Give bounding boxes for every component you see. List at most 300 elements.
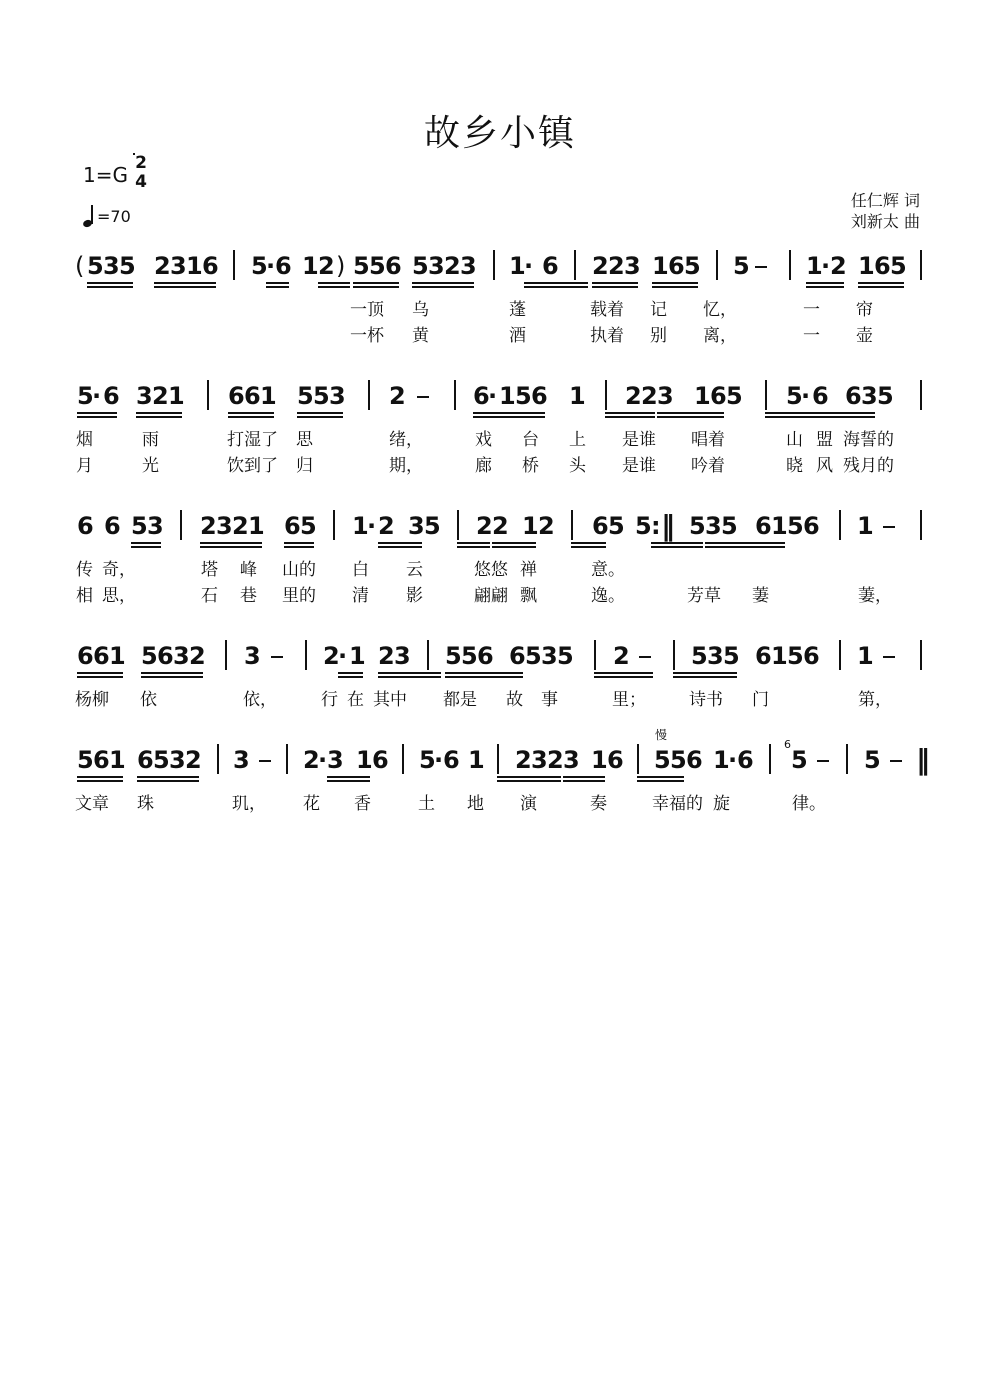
note: 6 bbox=[509, 642, 526, 670]
lyric-word: 芳草 bbox=[687, 586, 721, 606]
lyric-word: 珠 bbox=[137, 794, 154, 814]
lyric-word: 吟着 bbox=[691, 456, 725, 476]
lyric-word: 巷 bbox=[240, 586, 257, 606]
note: 3 bbox=[563, 746, 580, 774]
note: 1 bbox=[186, 252, 203, 280]
beam-line bbox=[705, 542, 785, 544]
note: ( bbox=[75, 252, 85, 280]
note: 1 bbox=[109, 746, 126, 774]
beam-line bbox=[266, 282, 289, 284]
beam-line bbox=[318, 286, 350, 288]
beam-line bbox=[673, 672, 737, 674]
sustain-dash bbox=[817, 760, 829, 762]
note: 6 bbox=[77, 642, 94, 670]
note: 5 bbox=[608, 512, 625, 540]
lyric-word: 执着 bbox=[590, 326, 624, 346]
beam-line bbox=[284, 546, 314, 548]
note: 3 bbox=[428, 252, 445, 280]
beam-line bbox=[657, 416, 724, 418]
sustain-dash bbox=[883, 526, 895, 528]
sustain-dash bbox=[259, 760, 271, 762]
note: ‖ bbox=[661, 509, 675, 542]
time-signature-bar bbox=[133, 153, 135, 155]
beam-line bbox=[378, 676, 441, 678]
note: 6 bbox=[244, 382, 261, 410]
beam-line bbox=[327, 780, 370, 782]
barline bbox=[217, 744, 219, 774]
lyric-word: 里； bbox=[612, 690, 646, 710]
lyric-word: 廊 bbox=[475, 456, 492, 476]
score-system bbox=[0, 252, 1000, 372]
beam-line bbox=[77, 416, 117, 418]
lyric-word: 旋 bbox=[713, 794, 730, 814]
beam-line bbox=[200, 542, 262, 544]
note: 6 bbox=[542, 252, 559, 280]
beam-line bbox=[228, 416, 274, 418]
lyric-word: 烟 bbox=[76, 430, 93, 450]
beam-line bbox=[812, 412, 875, 414]
lyric-word: 是谁 bbox=[622, 456, 656, 476]
composer-credit: 刘新太 曲 bbox=[850, 212, 920, 231]
note: 5 bbox=[313, 382, 330, 410]
barline bbox=[789, 250, 791, 280]
note: 3 bbox=[460, 252, 477, 280]
note: · bbox=[801, 382, 811, 410]
lyric-word: 晓 bbox=[786, 456, 803, 476]
beam-line bbox=[457, 542, 490, 544]
beam-line bbox=[637, 780, 684, 782]
note: 5 bbox=[153, 746, 170, 774]
lyric-word: 是谁 bbox=[622, 430, 656, 450]
beam-line bbox=[705, 546, 785, 548]
beam-line bbox=[858, 286, 904, 288]
barline bbox=[493, 250, 495, 280]
note: 5 bbox=[515, 382, 532, 410]
barline bbox=[457, 510, 459, 540]
lyric-word: 蓬 bbox=[509, 300, 526, 320]
lyric-word: 桥 bbox=[522, 456, 539, 476]
note: · bbox=[434, 746, 444, 774]
beam-line bbox=[338, 676, 363, 678]
barline bbox=[571, 510, 573, 540]
key-signature: 1=G bbox=[83, 163, 128, 187]
note: 2 bbox=[378, 642, 395, 670]
note: 3 bbox=[408, 512, 425, 540]
note: 5 bbox=[77, 746, 94, 774]
lyric-word: 盟 bbox=[816, 430, 833, 450]
beam-line bbox=[592, 282, 638, 284]
time-signature-bottom: 4 bbox=[135, 172, 147, 192]
beam-line bbox=[137, 776, 199, 778]
lyric-word: 绪， bbox=[389, 430, 423, 450]
beam-line bbox=[141, 672, 203, 674]
note: 6 bbox=[686, 746, 703, 774]
beam-line bbox=[571, 546, 606, 548]
sustain-dash bbox=[755, 266, 767, 268]
note: 5 bbox=[131, 512, 148, 540]
beam-line bbox=[605, 416, 655, 418]
barline bbox=[497, 744, 499, 774]
lyric-word: 意。 bbox=[591, 560, 625, 580]
note: 6 bbox=[668, 252, 685, 280]
lyricist-credit: 任仁辉 词 bbox=[850, 191, 920, 210]
note: 1 bbox=[468, 746, 485, 774]
note: 6 bbox=[592, 512, 609, 540]
note: 6 bbox=[284, 512, 301, 540]
barline bbox=[427, 640, 429, 670]
note: · bbox=[821, 252, 831, 280]
note: 6 bbox=[803, 512, 820, 540]
note: 5 bbox=[787, 642, 804, 670]
beam-line bbox=[154, 286, 216, 288]
time-signature bbox=[133, 154, 149, 192]
lyric-word: 逸。 bbox=[591, 586, 625, 606]
note: · bbox=[488, 382, 498, 410]
score-system bbox=[0, 728, 1000, 866]
lyric-word: 诗书 bbox=[689, 690, 723, 710]
note: 5 bbox=[733, 252, 750, 280]
note: 1 bbox=[349, 642, 366, 670]
beam-line bbox=[87, 282, 133, 284]
note: 2 bbox=[538, 512, 555, 540]
beam-line bbox=[200, 546, 262, 548]
note: 3 bbox=[541, 642, 558, 670]
note: 1 bbox=[248, 512, 265, 540]
lyric-word: 唱着 bbox=[691, 430, 725, 450]
beam-line bbox=[563, 780, 605, 782]
note: 1 bbox=[109, 642, 126, 670]
beam-line bbox=[473, 412, 545, 414]
beam-line bbox=[77, 412, 117, 414]
note: 3 bbox=[169, 746, 186, 774]
note: 6 bbox=[755, 642, 772, 670]
beam-line bbox=[228, 412, 274, 414]
note: 1 bbox=[260, 382, 277, 410]
beam-line bbox=[141, 676, 203, 678]
sustain-dash bbox=[417, 396, 429, 398]
lyric-word: 律。 bbox=[792, 794, 826, 814]
lyric-word: 依， bbox=[243, 690, 277, 710]
note: 6 bbox=[803, 642, 820, 670]
note: 1 bbox=[356, 746, 373, 774]
beam-line bbox=[412, 286, 474, 288]
note: 2 bbox=[492, 512, 509, 540]
note: 6 bbox=[874, 252, 891, 280]
note: 6 bbox=[385, 252, 402, 280]
lyric-word: 头 bbox=[569, 456, 586, 476]
beam-line bbox=[327, 776, 370, 778]
beam-line bbox=[652, 286, 698, 288]
barline bbox=[839, 510, 841, 540]
beam-line bbox=[492, 546, 536, 548]
barline bbox=[920, 250, 922, 280]
lyric-word: 月 bbox=[76, 456, 93, 476]
lyric-word: 戏 bbox=[475, 430, 492, 450]
note: 5 bbox=[721, 512, 738, 540]
lyric-word: 忆， bbox=[703, 300, 737, 320]
note: 6 bbox=[372, 746, 389, 774]
note: 2 bbox=[232, 512, 249, 540]
beam-line bbox=[445, 672, 523, 674]
note: 1 bbox=[522, 512, 539, 540]
note: 1 bbox=[509, 252, 526, 280]
note: 6 bbox=[202, 252, 219, 280]
lyric-word: 幸福的 bbox=[652, 794, 703, 814]
note: 5 bbox=[689, 512, 706, 540]
note: 5 bbox=[791, 746, 808, 774]
beam-line bbox=[571, 542, 606, 544]
lyric-word: 清 bbox=[352, 586, 369, 606]
barline bbox=[839, 640, 841, 670]
note: 5 bbox=[461, 642, 478, 670]
note: 1 bbox=[806, 252, 823, 280]
lyric-word: 乌 bbox=[412, 300, 429, 320]
beam-line bbox=[592, 286, 638, 288]
note: 1 bbox=[857, 512, 874, 540]
note: · bbox=[92, 382, 102, 410]
note: 5 bbox=[877, 382, 894, 410]
barline bbox=[574, 250, 576, 280]
barline bbox=[637, 744, 639, 774]
beam-line bbox=[284, 542, 314, 544]
score-system bbox=[0, 382, 1000, 502]
lyric-word: 禅 bbox=[520, 560, 537, 580]
note: 2 bbox=[592, 252, 609, 280]
beam-line bbox=[457, 546, 490, 548]
lyric-word: 悠悠 bbox=[474, 560, 508, 580]
lyric-word: 奇， bbox=[102, 560, 136, 580]
note: 5 bbox=[787, 512, 804, 540]
note: 6 bbox=[157, 642, 174, 670]
note: 3 bbox=[327, 746, 344, 774]
note: 2 bbox=[378, 512, 395, 540]
note: 5 bbox=[670, 746, 687, 774]
note: · bbox=[318, 746, 328, 774]
lyric-word: 在 bbox=[347, 690, 364, 710]
lyric-word: 故 bbox=[506, 690, 523, 710]
note: 5 bbox=[786, 382, 803, 410]
lyric-word: 思， bbox=[102, 586, 136, 606]
note: 6 bbox=[473, 382, 490, 410]
lyric-word: 一杯 bbox=[350, 326, 384, 346]
lyric-word: 期， bbox=[389, 456, 423, 476]
beam-line bbox=[87, 286, 133, 288]
beam-line bbox=[812, 416, 875, 418]
beam-line bbox=[605, 412, 655, 414]
note: 5 bbox=[557, 642, 574, 670]
note: 6 bbox=[228, 382, 245, 410]
barline bbox=[716, 250, 718, 280]
note: 5 bbox=[445, 642, 462, 670]
beam-line bbox=[77, 780, 123, 782]
note: 3 bbox=[329, 382, 346, 410]
barline bbox=[765, 380, 767, 410]
grace-note: 6 bbox=[784, 738, 791, 751]
beam-line bbox=[378, 672, 441, 674]
note: 5 bbox=[723, 642, 740, 670]
beam-line bbox=[297, 416, 343, 418]
note: 3 bbox=[103, 252, 120, 280]
slow-marking: 慢 bbox=[655, 728, 668, 742]
note: 6 bbox=[104, 512, 121, 540]
sustain-dash bbox=[639, 656, 651, 658]
score-system bbox=[0, 509, 1000, 632]
lyric-word: 台 bbox=[522, 430, 539, 450]
note: 2 bbox=[641, 382, 658, 410]
lyric-word: 土 bbox=[418, 794, 435, 814]
lyric-word: 萋， bbox=[858, 586, 892, 606]
lyric-word: 酒 bbox=[509, 326, 526, 346]
note: 1 bbox=[713, 746, 730, 774]
note: 1 bbox=[694, 382, 711, 410]
barline bbox=[920, 380, 922, 410]
beam-line bbox=[77, 676, 123, 678]
barline bbox=[368, 380, 370, 410]
lyric-word: 依 bbox=[140, 690, 157, 710]
lyric-word: 山的 bbox=[282, 560, 316, 580]
lyric-word: 一 bbox=[803, 300, 820, 320]
note: 2 bbox=[154, 252, 171, 280]
note: 3 bbox=[861, 382, 878, 410]
lyric-word: 白 bbox=[352, 560, 369, 580]
beam-line bbox=[637, 776, 684, 778]
beam-line bbox=[266, 286, 289, 288]
note: ) bbox=[336, 252, 346, 280]
lyric-word: 萋 bbox=[752, 586, 769, 606]
beam-line bbox=[131, 546, 161, 548]
note: 3 bbox=[170, 252, 187, 280]
beam-line bbox=[445, 676, 523, 678]
note: 5 bbox=[412, 252, 429, 280]
note: · bbox=[266, 252, 276, 280]
lyric-word: 第， bbox=[858, 690, 892, 710]
beam-line bbox=[524, 282, 588, 284]
beam-line bbox=[353, 286, 399, 288]
note: · bbox=[338, 642, 348, 670]
lyric-word: 光 bbox=[142, 456, 159, 476]
beam-line bbox=[594, 672, 653, 674]
lyric-word: 翩翩 bbox=[474, 586, 508, 606]
note: 2 bbox=[625, 382, 642, 410]
note: 5 bbox=[300, 512, 317, 540]
lyric-word: 杨柳 bbox=[75, 690, 109, 710]
note: 6 bbox=[710, 382, 727, 410]
lyric-word: 山 bbox=[786, 430, 803, 450]
lyric-word: 文章 bbox=[75, 794, 109, 814]
note: 5 bbox=[635, 512, 652, 540]
beam-line bbox=[806, 286, 844, 288]
beam-line bbox=[137, 780, 199, 782]
lyric-word: 峰 bbox=[240, 560, 257, 580]
beam-line bbox=[497, 780, 561, 782]
lyric-word: 玑， bbox=[232, 794, 266, 814]
lyric-word: 黄 bbox=[412, 326, 429, 346]
note: 2 bbox=[389, 382, 406, 410]
note: · bbox=[728, 746, 738, 774]
note: 5 bbox=[297, 382, 314, 410]
beam-line bbox=[378, 542, 422, 544]
note: 1 bbox=[652, 252, 669, 280]
note: 6 bbox=[93, 746, 110, 774]
beam-line bbox=[318, 282, 350, 284]
note: 1 bbox=[352, 512, 369, 540]
barline bbox=[594, 640, 596, 670]
barline bbox=[180, 510, 182, 540]
barline bbox=[233, 250, 235, 280]
lyric-word: 事 bbox=[541, 690, 558, 710]
note: 1 bbox=[858, 252, 875, 280]
note: ‖ bbox=[916, 743, 930, 776]
note: 5 bbox=[353, 252, 370, 280]
note: 1 bbox=[499, 382, 516, 410]
note: 2 bbox=[323, 642, 340, 670]
lyric-word: 海誓的 bbox=[843, 430, 894, 450]
beam-line bbox=[673, 676, 737, 678]
beam-line bbox=[651, 542, 703, 544]
sustain-dash bbox=[271, 656, 283, 658]
barline bbox=[454, 380, 456, 410]
lyric-word: 石 bbox=[201, 586, 218, 606]
beam-line bbox=[652, 282, 698, 284]
lyric-word: 奏 bbox=[590, 794, 607, 814]
barline bbox=[207, 380, 209, 410]
note: 3 bbox=[233, 746, 250, 774]
beam-line bbox=[154, 282, 216, 284]
lyric-word: 离， bbox=[703, 326, 737, 346]
lyric-word: 花 bbox=[303, 794, 320, 814]
note: 6 bbox=[93, 642, 110, 670]
note: 2 bbox=[476, 512, 493, 540]
lyric-word: 地 bbox=[467, 794, 484, 814]
beam-line bbox=[378, 546, 422, 548]
lyric-word: 壶 bbox=[856, 326, 873, 346]
note: 2 bbox=[318, 252, 335, 280]
note: 3 bbox=[624, 252, 641, 280]
note: 5 bbox=[87, 252, 104, 280]
lyric-word: 相 bbox=[76, 586, 93, 606]
lyric-word: 一 bbox=[803, 326, 820, 346]
note: 5 bbox=[890, 252, 907, 280]
lyric-word: 门 bbox=[752, 690, 769, 710]
lyric-word: 演 bbox=[520, 794, 537, 814]
note: 2 bbox=[613, 642, 630, 670]
lyric-word: 帘 bbox=[856, 300, 873, 320]
lyric-word: 饮到了 bbox=[227, 456, 278, 476]
note: 2 bbox=[189, 642, 206, 670]
barline bbox=[225, 640, 227, 670]
note: 5 bbox=[525, 642, 542, 670]
beam-line bbox=[765, 412, 815, 414]
sustain-dash bbox=[883, 656, 895, 658]
note: 3 bbox=[531, 746, 548, 774]
beam-line bbox=[806, 282, 844, 284]
barline bbox=[920, 640, 922, 670]
time-signature-top: 2 bbox=[135, 153, 147, 173]
note: 5 bbox=[691, 642, 708, 670]
note: 5 bbox=[119, 252, 136, 280]
note: 2 bbox=[303, 746, 320, 774]
note: 3 bbox=[705, 512, 722, 540]
note: 2 bbox=[200, 512, 217, 540]
lyric-word: 打湿了 bbox=[227, 430, 278, 450]
note: 1 bbox=[168, 382, 185, 410]
note: : bbox=[651, 512, 661, 540]
note: 5 bbox=[77, 382, 94, 410]
beam-line bbox=[77, 672, 123, 674]
beam-line bbox=[338, 672, 363, 674]
note: 1 bbox=[771, 512, 788, 540]
score-system bbox=[0, 642, 1000, 762]
